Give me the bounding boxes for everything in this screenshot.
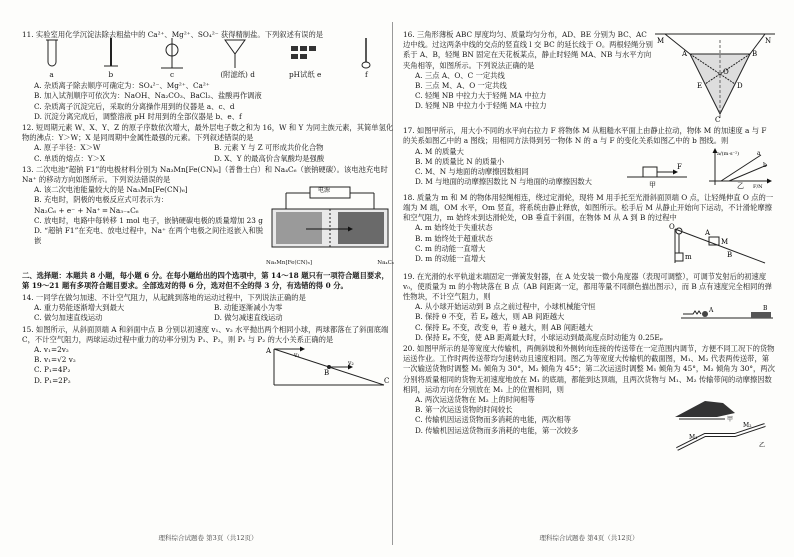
question-20-stem: 20. 如图甲所示的是等宽度大传输机，两侧斜坡和外侧转向连接的传送带在一定范围内调节，方便不同工况下的货物运送作业。工作时两传送带均匀速转动且速度相同。图乙为等宽度大传输机的截面图，M₁、M₂ 代表两传送带，第一次输送货物时调整 M₁ 倾角为 30°，M₂ 倾角为 45°；第二次运送时调整 M₁ 倾角为 45°，M₂ 倾角为 30°，两次分别将质量相同的货物无初速度地放在 M₁ 的底端，都能到达顶端，且两次货物与 M₁、M₂ 传输带间的动摩擦因数相同，运动方向在分别放在 M₁ 上的位置相同，则 xyxy=(403,344,775,394)
q18-options xyxy=(403,223,665,270)
figure-jia-label: 甲 xyxy=(649,180,656,189)
label-c: c xyxy=(170,70,175,79)
right-page xyxy=(403,30,775,543)
point-a-label: A xyxy=(682,50,688,58)
q20-option-b[interactable]: B. 第一次运送货物的时间较长 xyxy=(415,405,513,415)
question-11-stem: 11. 实验室用化学沉淀法除去粗盐中的 Ca²⁺、Mg²⁺、SO₄²⁻ 获得精制盐。下列叙述有误的是 xyxy=(22,30,324,39)
m1-label: M₁ xyxy=(689,434,698,442)
q19-option-d[interactable]: D. 保持 Eₚ 不变，使 AB 距离最大时，小球运动到最高度点时动能为 0.25Eₚ xyxy=(415,332,663,342)
question-17 xyxy=(403,126,775,192)
q13-options xyxy=(22,185,266,268)
apparatus-figure xyxy=(22,42,394,80)
mass-m-label: m xyxy=(685,253,692,262)
q19-option-c[interactable]: C. 保持 Eₚ 不变，改变 θ，若 θ 越大，则 AB 间距越大 xyxy=(415,322,593,332)
apparatus-b xyxy=(98,36,124,80)
point-c-label: C xyxy=(384,377,390,386)
q17-option-a[interactable]: A. M 的质量大 xyxy=(415,146,464,156)
label-f: f xyxy=(365,70,368,79)
axis-a-label: a/(m·s⁻²) xyxy=(717,150,740,157)
question-20 xyxy=(403,344,775,456)
filter-paper-note: (附滤纸) xyxy=(220,70,248,79)
incline-figure xyxy=(264,345,394,392)
question-13-stem: 13. 二次电池“超钠 F1”的电极材料分别为 Na₃Mn[Fe(CN)₆]（普鲁士白）和 Na₄C₆（嵌钠硬碳）。该电池充电时 Na⁺ 的移动方向如图所示。下列说法错误的是 xyxy=(22,164,388,185)
q18-option-a[interactable]: A. m 始终处于失重状态 xyxy=(415,223,493,233)
electrode-labels xyxy=(266,258,394,268)
question-17-stem: 17. 如图甲所示，用大小不同的水平向右拉力 F 将物体 M 从粗糙水平面上由静止拉动，物体 M 的加速度 a 与 F 的关系如图乙中的 a 图线；用相同方法得到另一物体 N 的 a 与 F 的变化关系如图乙中的 b 图线。则 xyxy=(403,126,767,146)
q16-option-b[interactable]: B. 三点 M、A、O 一定共线 xyxy=(415,81,507,91)
question-16 xyxy=(403,30,775,125)
label-e-letter: e xyxy=(316,70,322,79)
q13-body xyxy=(22,185,394,268)
q17-body xyxy=(403,147,775,192)
launcher-figure xyxy=(679,302,775,343)
q13-option-b-equation: Na₂C₆ + e⁻ + Na⁺ ═ Na₃₋ₓC₆ xyxy=(34,205,139,215)
q20-options xyxy=(403,395,665,456)
point-b-label: B xyxy=(727,251,733,260)
q16-option-c[interactable]: C. 轻绳 NB 中拉力大于轻绳 MA 中拉力 xyxy=(415,91,547,101)
q18-body xyxy=(403,223,775,270)
q14-option-d[interactable]: D. 做匀减速直线运动 xyxy=(214,313,283,323)
q15-options xyxy=(22,345,264,392)
q16-text xyxy=(403,30,655,125)
q14-option-b[interactable]: B. 动能逐渐减小为零 xyxy=(214,303,283,313)
q15-option-d[interactable]: D. P₁=2P₂ xyxy=(34,375,71,385)
q17-option-d[interactable]: D. M 与地面的动摩擦因数比 N 与地面的动摩擦因数大 xyxy=(415,177,592,187)
q19-option-b[interactable]: B. 保持 θ 不变，若 Eₚ 越大，则 AB 间距越大 xyxy=(415,312,565,322)
pulley-figure xyxy=(665,223,775,270)
question-18 xyxy=(403,193,775,271)
point-a-label: A xyxy=(709,307,714,315)
q16-option-d[interactable]: D. 轻绳 NB 中拉力小于轻绳 MA 中拉力 xyxy=(415,101,547,111)
q18-option-b[interactable]: B. m 始终处于超重状态 xyxy=(415,233,493,243)
q15-option-a[interactable]: A. v₁=2v₂ xyxy=(34,345,69,355)
left-footer: 理科综合试题卷 第3页（共12页） xyxy=(158,533,258,542)
point-d-label: D xyxy=(737,82,743,90)
question-15-stem: 15. 如图所示，从斜面顶端 A 和斜面中点 B 分别以初速度 v₁、v₂ 水平抛出两个相同小球，两球都落在了斜面底端 C，不计空气阻力，两球运动过程中重力的功率分别为 P₁、P₂，则 P₁ 与 P₂ 的大小关系正确的是 xyxy=(22,324,389,344)
q14-options-row-2 xyxy=(22,313,394,323)
right-electrode-label: Na₄C₆ xyxy=(377,260,394,267)
question-14-stem: 14. 一同学在做匀加速、不计空气阻力，从起跳到落地的运动过程中，下列说法正确的是 xyxy=(22,293,306,303)
q20-option-d[interactable]: D. 传输机因运送货物而多消耗的电能，第一次较多 xyxy=(415,425,579,435)
q11-option-a[interactable]: A. 杂质离子除去顺序可确定为：SO₄²⁻、Mg²⁺、Ca²⁺ xyxy=(34,81,210,91)
figure-yi-label: 乙 xyxy=(759,442,766,450)
point-o-label: O xyxy=(723,68,729,76)
force-figures xyxy=(625,147,775,192)
question-12 xyxy=(22,123,394,164)
apparatus-d xyxy=(220,36,255,80)
section-2-heading: 二、选择题：本题共 8 小题，每小题 6 分。在每小题给出的四个选项中，第 14～18 题只有一项符合题目要求，第 19～21 题有多项符合题目要求。全部选对的得 6 分，选对但不全的得 3 分，有选错的得 0 分。 xyxy=(22,270,389,290)
conveyor-figure xyxy=(665,395,775,456)
q17-option-b[interactable]: B. M 的质量比 N 的质量小 xyxy=(415,156,505,166)
q13-option-b[interactable]: B. 充电时，阴极的电极反应式可表示为： xyxy=(34,195,169,205)
question-19 xyxy=(403,272,775,343)
q12-option-b[interactable]: B. 元素 Y 与 Z 可形成共价化合物 xyxy=(214,143,324,153)
q11-option-c[interactable]: C. 杂质离子沉淀完后，采取的分离操作用到的仪器是 a、c、d xyxy=(34,101,235,111)
point-n-label: N xyxy=(765,37,772,45)
left-page xyxy=(22,30,394,543)
v1-label: v₁ xyxy=(294,352,300,360)
question-14 xyxy=(22,293,394,324)
point-b-label: B xyxy=(763,305,768,313)
q14-option-c[interactable]: C. 做匀加速直线运动 xyxy=(34,313,103,323)
q12-option-a[interactable]: A. 原子半径：X＞W xyxy=(34,143,101,153)
q18-option-c[interactable]: C. m 的动能一直增大 xyxy=(415,243,486,253)
label-d xyxy=(220,70,255,80)
battery-figure xyxy=(266,185,394,268)
force-f-label: F xyxy=(677,162,682,171)
q15-option-b[interactable]: B. v₁=√2 v₂ xyxy=(34,355,76,365)
q14-option-a[interactable]: A. 重力势能逐渐增大到最大 xyxy=(34,303,125,313)
triangle-plate-figure xyxy=(655,30,775,125)
ph-paper-note: pH试纸 xyxy=(288,70,315,79)
q16-body xyxy=(403,30,775,125)
apparatus-e xyxy=(288,36,322,80)
apparatus-f xyxy=(355,36,377,80)
line-b-label: b xyxy=(763,161,767,169)
q11-option-d[interactable]: D. 沉淀分离完成后，调整溶液 pH 时用到的全部仪器是 b、e、f xyxy=(34,111,242,121)
point-c-label: C xyxy=(715,116,721,122)
label-b: b xyxy=(108,70,114,79)
q20-option-a[interactable]: A. 两次运送货物在 M₂ 上的时间相等 xyxy=(415,395,535,405)
q20-option-c[interactable]: C. 传输机因运送货物而多消耗的电能，两次相等 xyxy=(415,415,571,425)
left-electrode-label: Na₃Mn[Fe(CN)₆] xyxy=(266,260,313,267)
question-13 xyxy=(22,165,394,269)
question-16-stem: 16. 三角形薄板 ABC 厚度均匀、质量均匀分布，AD、BE 分别为 BC、AC 边中线。过这两条中线的交点的竖直线 l 交 BC 的延长线于 O。两根轻绳分别系于 A、B，轻绳 BN 固定在天花板某点，静止时轻绳 MA、NB 与水平方向夹角相等，如图所示。下列说法正确的是 xyxy=(403,30,653,70)
label-d-letter: d xyxy=(250,70,255,79)
point-a-label: A xyxy=(705,229,711,238)
q19-options xyxy=(403,302,679,343)
question-19-stem: 19. 在光滑的水平轨道末端固定一弹簧发射器，在 A 处安装一微小角度器（表现可调整），可调节发射后的初速度 v₀，使质量为 m 的小物块落在 B 点（AB 间距离一定，都用等量不同颜色描出图示），而 B 点有速度完全相同的弹性物块，不计空气阻力，则 xyxy=(403,271,772,302)
question-15 xyxy=(22,325,394,393)
q14-options-row-1 xyxy=(22,303,394,313)
q19-option-a[interactable]: A. 从小球开始运动到 B 点之前过程中，小球机械能守恒 xyxy=(415,302,596,312)
m2-label: M₂ xyxy=(743,422,752,430)
q17-options xyxy=(403,147,625,192)
q13-option-a[interactable]: A. 该二次电池能量较大的是 Na₃Mn[Fe(CN)₆] xyxy=(34,185,188,195)
power-label: 电源 xyxy=(318,187,331,195)
point-b-label: B xyxy=(752,50,758,58)
v2-label: v₂ xyxy=(348,360,354,368)
right-footer: 理科综合试题卷 第4页（共12页） xyxy=(539,533,639,542)
label-a: a xyxy=(49,70,54,79)
axis-f-label: F/N xyxy=(753,183,763,189)
point-m-label: M xyxy=(657,37,665,45)
label-e xyxy=(288,70,322,80)
q12-option-d[interactable]: D. X、Y 的最高价含氧酸均是强酸 xyxy=(214,153,325,163)
q13-option-c[interactable]: C. 放电时，电路中每转移 1 mol 电子，嵌钠硬碳电极的质量增加 23 g xyxy=(34,215,263,225)
q18-option-d[interactable]: D. m 的动能一直增大 xyxy=(415,254,486,264)
point-a-label: A xyxy=(266,347,272,356)
mass-big-m-label: M xyxy=(721,238,729,247)
q15-option-c[interactable]: C. P₁=4P₂ xyxy=(34,365,71,375)
apparatus-a xyxy=(39,36,65,80)
q16-option-a[interactable]: A. 三点 A、O、C 一定共线 xyxy=(415,70,505,80)
question-11 xyxy=(22,30,394,122)
point-e-label: E xyxy=(697,82,703,90)
q12-option-c[interactable]: C. 单质的熔点：Y＞X xyxy=(34,153,106,163)
line-a-label: a xyxy=(757,149,761,157)
figure-yi-label: 乙 xyxy=(737,181,744,189)
apparatus-c xyxy=(157,36,187,80)
q15-body xyxy=(22,345,394,392)
q11-option-b[interactable]: B. 加入试剂顺序可依次为：NaOH、Na₂CO₃、BaCl₂、盐酸再作调液 xyxy=(34,91,262,101)
q12-options-row-2 xyxy=(22,154,394,164)
q12-options-row-1 xyxy=(22,143,394,153)
q13-option-d[interactable]: D. “超钠 F1”在充电、放电过程中，Na⁺ 在两个电极之间往返嵌入和脱嵌 xyxy=(34,226,264,246)
question-18-stem: 18. 质量为 m 和 M 的物体用轻绳相连，绕过定滑轮，现将 M 用手托至光滑斜面顶端 O 点，让轻绳伸直 O 点的一端为 M 端，OM 水平，Om 竖直，将系统由静止释放，如图所示。松手后 M 从静止开始向下运动，不计滑轮摩擦和空气阻力，m 始终未到达滑轮处，OB 垂直于斜面，在物体 M 从 A 到 B 的过程中 xyxy=(403,192,774,223)
point-b-label: B xyxy=(324,369,330,378)
question-12-stem: 12. 短周期元素 W、X、Y、Z 的原子序数依次增大，最外层电子数之和为 16，W 和 Y 为同主族元素，其简单氢化物的沸点：Y＞W；X 是同周期中金属性最强的元素。下列叙述错误的是 xyxy=(22,123,394,143)
q20-body xyxy=(403,395,775,456)
q19-body xyxy=(403,302,775,343)
figure-jia-label: 甲 xyxy=(727,416,734,424)
point-o-label: O xyxy=(669,223,675,232)
q17-option-c[interactable]: C. M、N 与地面的动摩擦因数相同 xyxy=(415,167,529,177)
